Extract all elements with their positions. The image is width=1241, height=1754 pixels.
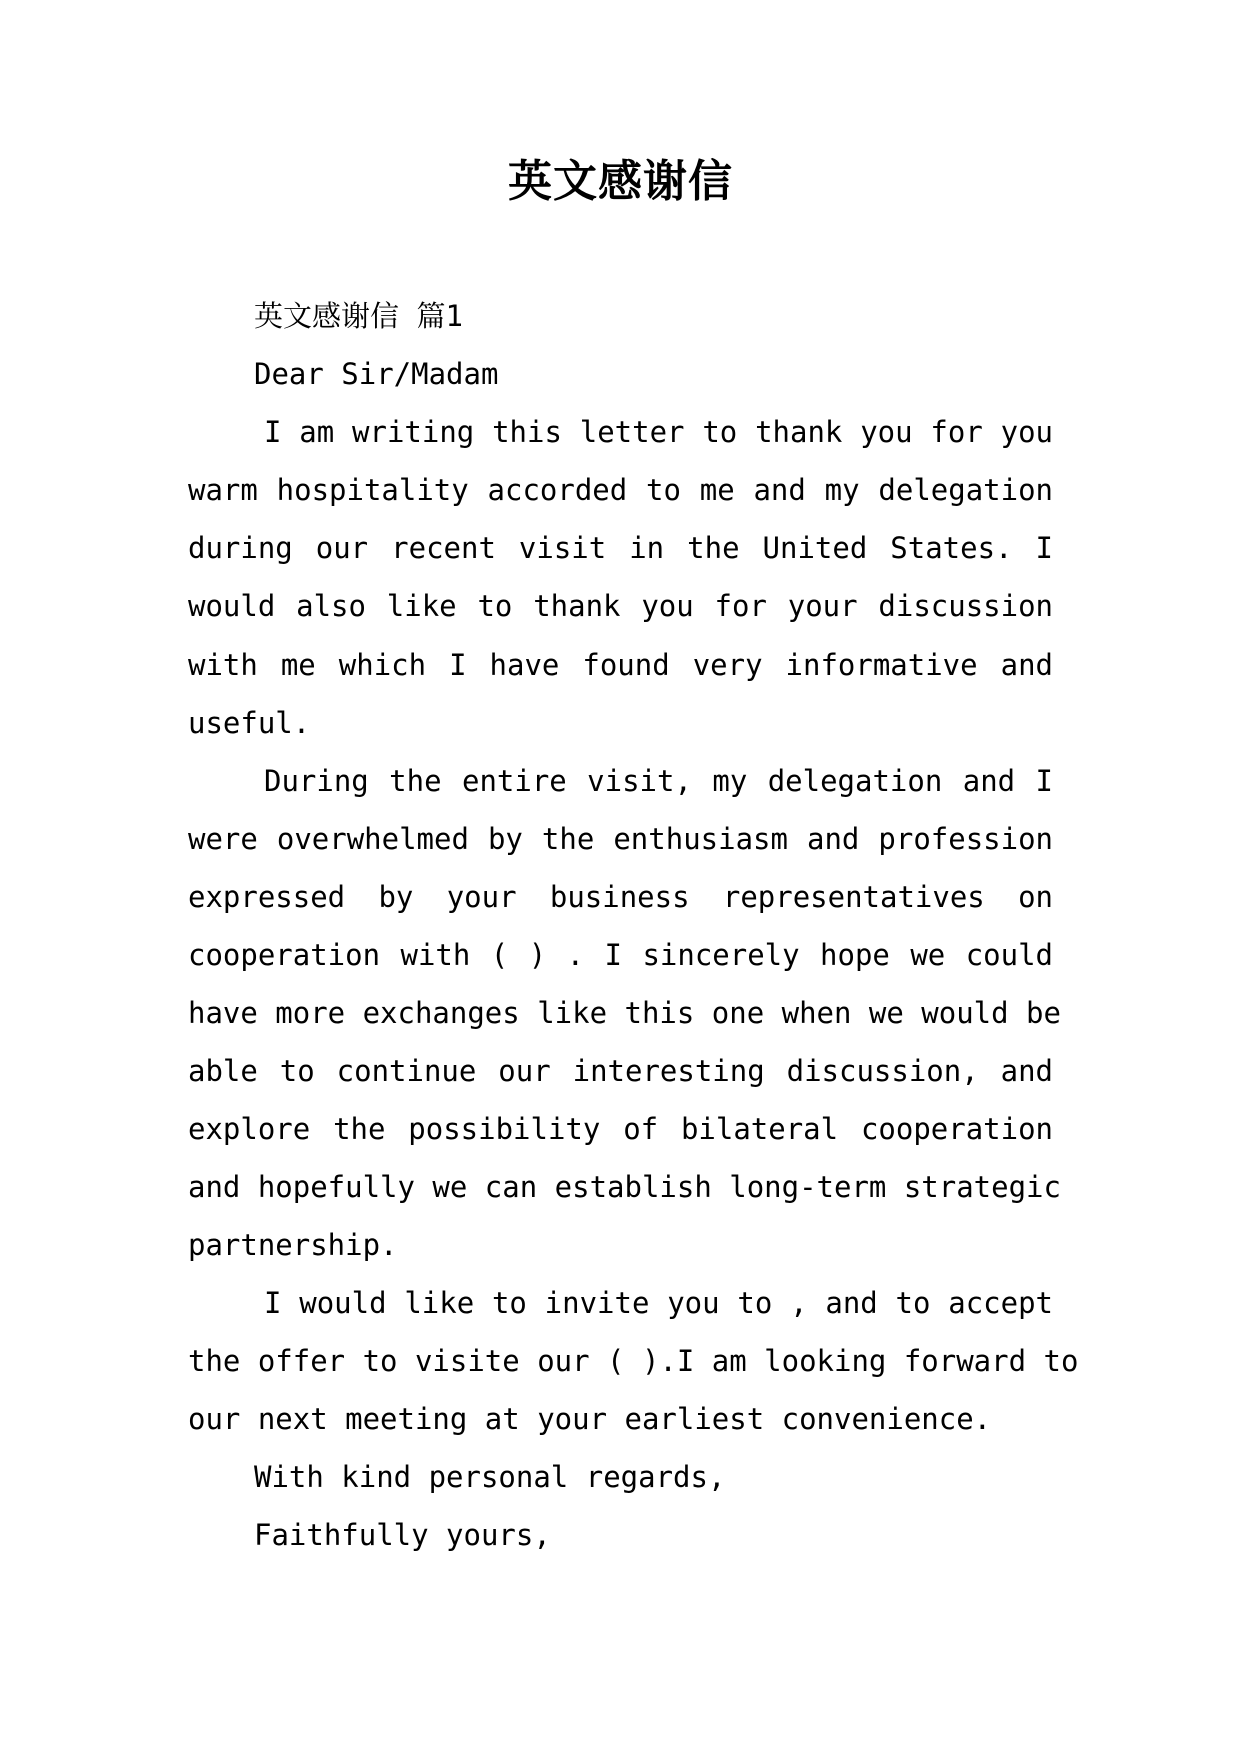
signoff-line: Faithfully yours, <box>254 1518 551 1552</box>
section-heading: 英文感谢信 篇1 <box>254 299 463 333</box>
paragraph-2-line: have more exchanges like this one when we would be <box>188 996 1061 1030</box>
paragraph-2-line: were overwhelmed by the enthusiasm and profession <box>188 822 1053 856</box>
paragraph-2-line: expressed by your business representatives on <box>188 880 1053 914</box>
document-title: 英文感谢信 <box>508 156 733 207</box>
paragraph-2-line: explore the possibility of bilateral cooperation <box>188 1112 1053 1146</box>
paragraph-1-line: would also like to thank you for your discussion <box>188 589 1053 623</box>
paragraph-1-line: useful. <box>188 706 311 740</box>
paragraph-3-line: I would like to invite you to , and to accept <box>264 1286 1053 1320</box>
paragraph-2-line: able to continue our interesting discussion, and <box>188 1054 1053 1088</box>
closing-line: With kind personal regards, <box>254 1460 726 1494</box>
paragraph-2-line: and hopefully we can establish long-term strategic <box>188 1170 1061 1204</box>
paragraph-1-line: I am writing this letter to thank you for you <box>264 415 1053 449</box>
paragraph-3-line: our next meeting at your earliest convenience. <box>188 1402 992 1436</box>
paragraph-2-line: cooperation with ( ) . I sincerely hope we could <box>188 938 1053 972</box>
paragraph-1-line: with me which I have found very informative and <box>188 648 1053 682</box>
paragraph-2-line: partnership. <box>188 1228 398 1262</box>
paragraph-1-line: warm hospitality accorded to me and my delegation <box>188 473 1053 507</box>
salutation: Dear Sir/Madam <box>254 357 499 391</box>
paragraph-2-line: During the entire visit, my delegation and I <box>264 764 1053 798</box>
paragraph-3-line: the offer to visite our ( ).I am looking forward to <box>188 1344 1079 1378</box>
paragraph-1-line: during our recent visit in the United States. I <box>188 531 1053 565</box>
